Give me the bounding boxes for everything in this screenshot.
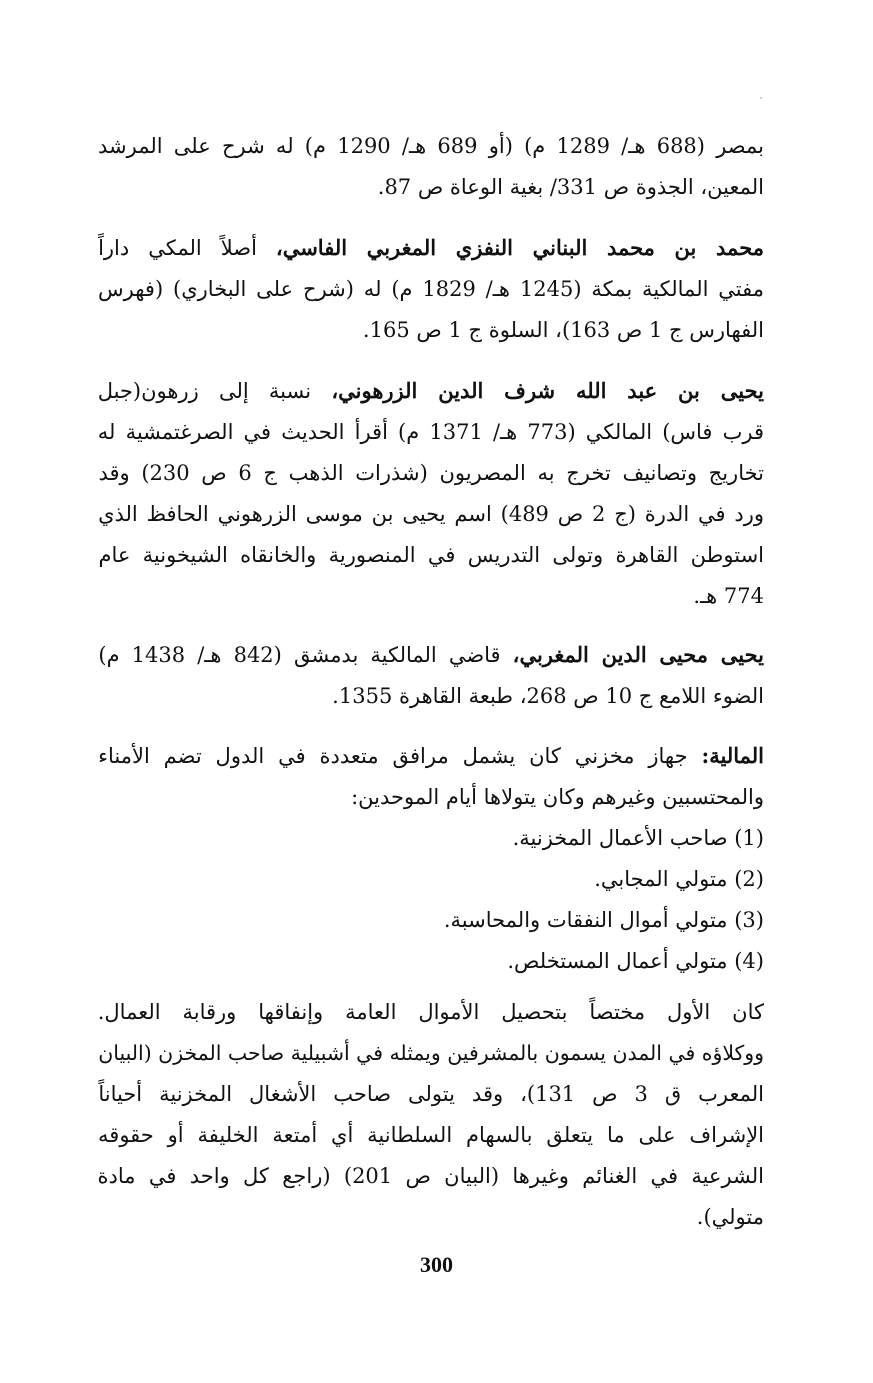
list-item: (4) متولي أعمال المستخلص. [507, 949, 764, 973]
text-line: الفهارس ج 1 ص 163)، السلوة ج 1 ص 165. [362, 318, 764, 342]
entry-first-line [98, 370, 764, 412]
paper-speck [760, 97, 762, 99]
text-line: الضوء اللامع ج 10 ص 268، طبعة القاهرة 1355. [332, 684, 764, 708]
page-number: 300 [420, 1252, 453, 1277]
maliya-heading: المالية: [701, 743, 764, 768]
entry-heading: يحيى محيى الدين المغربي، [512, 642, 764, 667]
entry-heading: محمد بن محمد البناني النفزي المغربي الفاسي، [275, 235, 764, 260]
text-line: الشرعية في الغنائم وغيرها (البيان ص 201) (راجع كل واحد في مادة [98, 1164, 764, 1188]
closing-paragraph [98, 992, 764, 1238]
entry-heading-rest: أصلاً المكي داراً [98, 236, 276, 260]
text-line: استوطن القاهرة وتولى التدريس في المنصورية والخانقاه الشيخونية عام [98, 543, 764, 567]
text-line: تخاريج وتصانيف تخرج به المصريون (شذرات الذهب ج 6 ص 230) وقد [98, 461, 764, 485]
text-line: مفتي المالكية بمكة (1245 هـ/ 1829 م) له (شرح على البخاري) (فهرس [98, 277, 764, 301]
entry-heading: يحيى بن عبد الله شرف الدين الزرهوني، [331, 378, 764, 403]
list-item: (3) متولي أموال النفقات والمحاسبة. [443, 908, 764, 932]
list-item: (2) متولي المجابي. [594, 867, 764, 891]
maliya-first-line [98, 735, 764, 777]
text-line: الإشراف على ما يتعلق بالسهام السلطانية أي أمتعة الخليفة أو حقوقه [98, 1123, 764, 1147]
entry-heading-rest: قاضي المالكية بدمشق (842 هـ/ 1438 م) [98, 643, 513, 667]
text-line: 774 هـ. [693, 584, 764, 608]
list-item: (1) صاحب الأعمال المخزنية. [512, 826, 764, 850]
entry-continuation [98, 126, 764, 208]
maliya-section [98, 735, 764, 982]
text-line: المعرب ق 3 ص 131)، وقد يتولى صاحب الأشغال المخزنية أحياناً [98, 1082, 764, 1106]
text-line: ووكلاؤه في المدن يسمون بالمشرفين ويمثله في أشبيلية صاحب المخزن (البيان [98, 1041, 764, 1065]
text-line: ورد في الدرة (ج 2 ص 489) اسم يحيى بن موسى الزرهوني الحافظ الذي [98, 502, 764, 526]
text-line: قرب فاس) المالكي (773 هـ/ 1371 م) أقرأ الحديث في الصرغتمشية له [98, 420, 764, 444]
text-line: بمصر (688 هـ/ 1289 م) (أو 689 هـ/ 1290 م) له شرح على المرشد [98, 134, 764, 158]
text-line: والمحتسبين وغيرهم وكان يتولاها أيام الموحدين: [351, 785, 764, 809]
text-line: المعين، الجذوة ص 331/ بغية الوعاة ص 87. [377, 175, 764, 199]
text-line: كان الأول مختصاً بتحصيل الأموال العامة وإنفاقها ورقابة العمال. [98, 1000, 764, 1024]
entry-albannani [98, 227, 764, 351]
maliya-heading-rest: جهاز مخزني كان يشمل مرافق متعددة في الدول تضم الأمناء [98, 744, 702, 768]
entry-heading-rest: نسبة إلى زرهون(جبل [98, 379, 332, 403]
entry-first-line [98, 634, 764, 676]
entry-alzarhouni [98, 370, 764, 617]
entry-almaghribi [98, 634, 764, 717]
text-line: متولي). [696, 1205, 764, 1229]
entry-first-line [98, 227, 764, 269]
